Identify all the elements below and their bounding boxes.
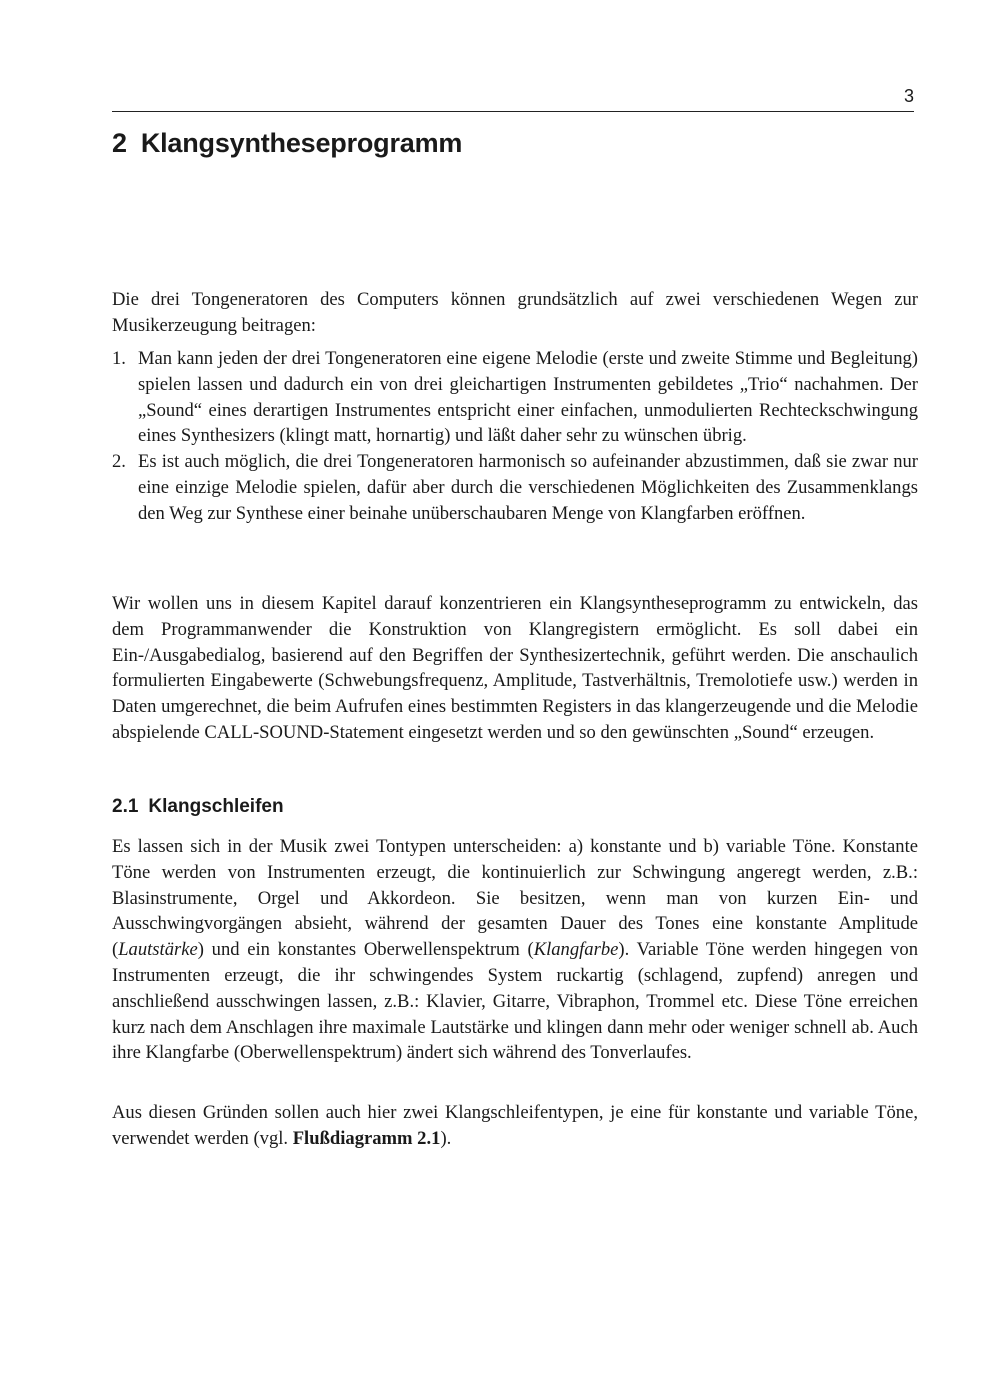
chapter-intro-paragraph: Wir wollen uns in diesem Kapitel darauf konzentrieren ein Klangsyntheseprogramm zu entwickeln, das dem Programmanwender die Konstruktion von Klangregistern ermöglicht. Es soll dabei ein Ein-/Ausgabedialog, basierend auf den Begriffen der Synthesizertechnik, geführt werden. Die anschaulich formulierten Eingabewerte (Schwebungsfrequenz, Amplitude, Tastverhältnis, Tremolotiefe usw.) werden in Daten umgerechnet, die beim Aufrufen eines bestimmten Registers in das klangerzeugende und die Melodie abspielende CALL-SOUND-Statement eingesetzt werden und so den gewünschten „Sound“ erzeugen. xyxy=(112,593,918,743)
list-item xyxy=(112,449,918,526)
list-item xyxy=(112,346,918,449)
list-item-number: 1. xyxy=(112,348,126,369)
numbered-list xyxy=(112,346,918,527)
closing-text: Aus diesen Gründen sollen auch hier zwei Klangschleifentypen, je eine für konstante und variable Töne, verwendet werden (vgl. xyxy=(112,1102,918,1149)
section-text-part: ) und ein konstantes Oberwellenspektrum ( xyxy=(197,939,534,961)
closing-text-end: ). xyxy=(440,1127,452,1149)
page-number: 3 xyxy=(903,86,914,106)
chapter-title-text: Klangsyntheseprogramm xyxy=(140,128,463,158)
chapter-title xyxy=(112,128,462,159)
section-number: 2.1 xyxy=(112,796,139,817)
list-item-text: Man kann jeden der drei Tongeneratoren eine eigene Melodie (erste und zweite Stimme und Begleitung) spielen lassen und dadurch ein von drei gleichartigen Instrumenten gebildetes „Trio“ nachahmen. Der „Sound“ eines derartigen Instrumentes entspricht einer einfachen, unmodulierten Rechteckschwingung eines Synthesizers (klingt matt, hornartig) und läßt daher sehr zu wünschen übrig. xyxy=(138,348,918,447)
section-text-part: ). Variable Töne werden hingegen von Instrumenten erzeugt, die ihr schwingendes System ruckartig (schlagend, zupfend) anregen und anschließend ausschwingen lassen, z.B.: Klavier, Gitarre, Vibraphon, Trommel etc. Diese Töne erreichen kurz nach dem Anschlagen ihre maximale Lautstärke und klingen dann mehr oder weniger schnell ab. Auch ihre Klangfarbe (Oberwellenspektrum) ändert sich während des Tonverlaufes. xyxy=(112,939,918,1064)
closing-paragraph xyxy=(112,1100,918,1152)
emphasis-term: Lautstärke xyxy=(118,939,198,961)
chapter-number: 2 xyxy=(112,128,127,158)
list-item-text: Es ist auch möglich, die drei Tongeneratoren harmonisch so aufeinander abzustimmen, daß sie zwar nur eine einzige Melodie spielen, dafür aber durch die verschiedenen Möglichkeiten des Zusammenklangs den Weg zur Synthese einer beinahe unüberschaubaren Menge von Klangfarben eröffnen. xyxy=(138,451,918,524)
list-item-number: 2. xyxy=(112,451,126,473)
section-title-text: Klangschleifen xyxy=(148,796,284,817)
section-text-part: Es lassen sich in der Musik zwei Tontypen unterscheiden: a) konstante und b) variable Töne. Konstante Töne werden von Instrumenten erzeugt, die kontinuierlich zur Schwingung angeregt werden, z.B.: Blasinstrumente, Orgel und Akkordeon. Sie besitzen, wenn man von kurzen Ein- und Ausschwingvorgängen absieht, während der gesamten Dauer des Tones eine konstante Amplitude ( xyxy=(112,836,918,961)
header-rule xyxy=(112,111,914,112)
section-title xyxy=(112,796,284,818)
figure-reference: Flußdiagramm 2.1 xyxy=(292,1127,441,1149)
intro-paragraph: Die drei Tongeneratoren des Computers können grundsätzlich auf zwei verschiedenen Wegen zur Musikerzeugung beitragen: xyxy=(112,289,918,336)
section-paragraph xyxy=(112,834,918,1066)
emphasis-term: Klangfarbe xyxy=(533,939,619,961)
